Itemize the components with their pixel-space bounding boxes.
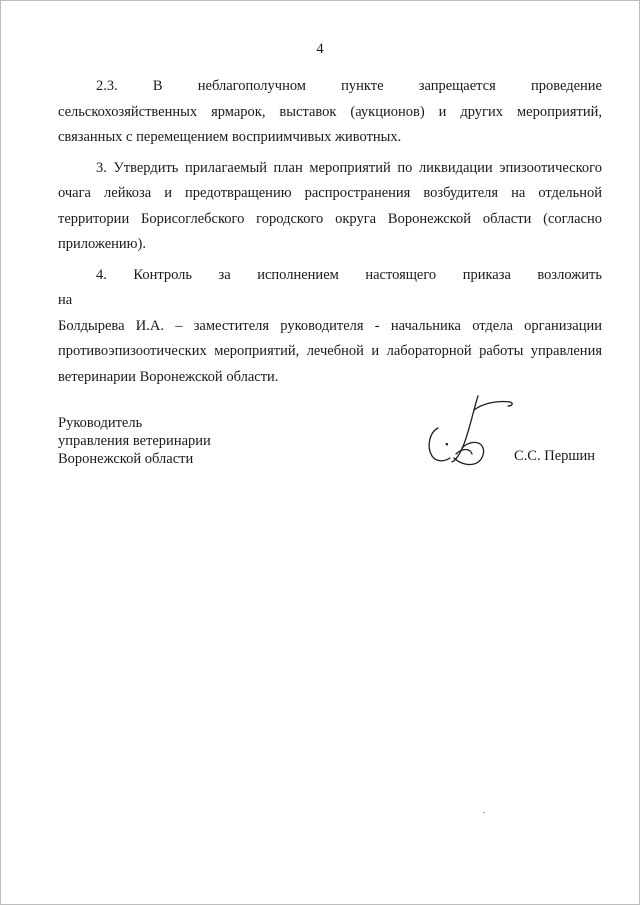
scan-speck	[483, 812, 485, 813]
signatory-title-line: Воронежской области	[58, 451, 194, 467]
paragraph-4	[58, 263, 602, 391]
paragraph-first-line: 2.3. В неблагополучном пункте запрещается проведение	[96, 78, 602, 94]
signatory-name: С.С. Першин	[514, 448, 596, 464]
document-body	[58, 74, 602, 390]
handwritten-signature	[416, 388, 526, 474]
paragraph-text: Болдырева И.А. – заместителя руководителя - начальника отдела организации противоэпизоотических мероприятий, лечебной и лабораторной работы управления ветеринарии Воронежской области.	[58, 317, 602, 385]
paragraph-2-3	[58, 74, 602, 151]
signatory-title-line: Руководитель	[58, 415, 143, 431]
paragraph-3: 3. Утвердить прилагаемый план мероприятий по ликвидации эпизоотического очага лейкоза и предотвращению распространения возбудителя на отдельной территории Борисоглебского городского округа Воронежской области (согласно приложению).	[58, 159, 602, 252]
page-number: 4	[316, 41, 324, 57]
paragraph-first-line: 4. Контроль за исполнением настоящего приказа возложить на	[58, 266, 602, 308]
signatory-title	[58, 414, 211, 468]
paragraph-text: сельскохозяйственных ярмарок, выставок (аукционов) и других мероприятий, связанных с перемещением восприимчивых животных.	[58, 103, 602, 145]
signatory-title-line: управления ветеринарии	[58, 433, 211, 449]
